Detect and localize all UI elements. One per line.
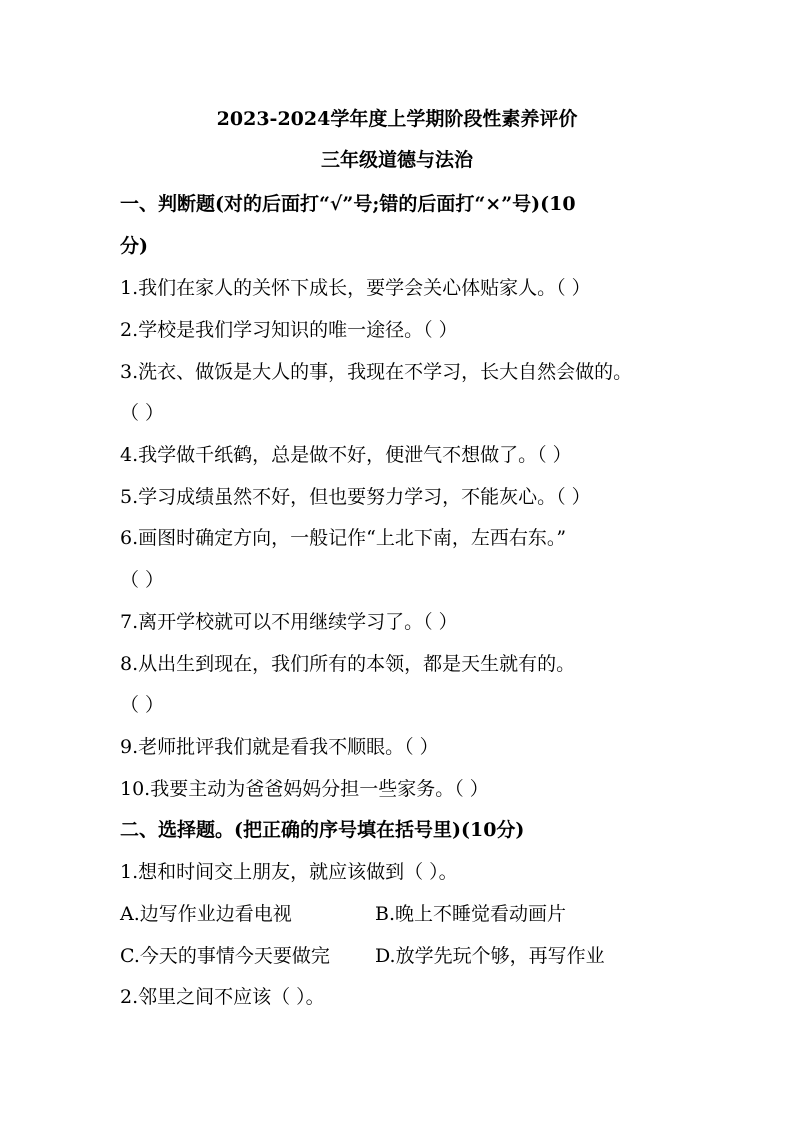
exam-title: 2023-2024学年度上学期阶段性素养评价 (216, 108, 578, 130)
judge-item-8-bracket: （ ） (120, 694, 165, 716)
judge-item-4: 4.我学做千纸鹤，总是做不好，便泄气不想做了。（ ） (120, 444, 572, 466)
judge-item-5: 5.学习成绩虽然不好，但也要努力学习，不能灰心。（ ） (120, 486, 591, 508)
section1-heading-cont: 分) (120, 235, 148, 257)
choice-option-b: B.晚上不睡觉看动画片 (375, 903, 567, 925)
choice-option-d: D.放学先玩个够，再写作业 (375, 945, 605, 967)
judge-item-7: 7.离开学校就可以不用继续学习了。（ ） (120, 611, 458, 633)
judge-item-3: 3.洗衣、做饭是大人的事，我现在不学习，长大自然会做的。 (120, 361, 633, 383)
exam-subtitle: 三年级道德与法治 (320, 149, 473, 171)
section1-heading: 一、判断题(对的后面打“√”号;错的后面打“×”号)(10 (120, 193, 576, 215)
judge-item-6: 6.画图时确定方向，一般记作“上北下南，左西右东。” (120, 527, 567, 549)
choice-question-2: 2.邻里之间不应该（ ）。 (120, 986, 325, 1008)
judge-item-6-bracket: （ ） (120, 569, 165, 591)
judge-item-10: 10.我要主动为爸爸妈妈分担一些家务。（ ） (120, 778, 489, 800)
choice-option-c: C.今天的事情今天要做完 (120, 945, 330, 967)
judge-item-9: 9.老师批评我们就是看我不顺眼。（ ） (120, 736, 439, 758)
judge-item-8: 8.从出生到现在，我们所有的本领，都是天生就有的。 (120, 653, 576, 675)
choice-option-a: A.边写作业边看电视 (120, 903, 292, 925)
choice-question-1: 1.想和时间交上朋友，就应该做到（ ）。 (120, 861, 458, 883)
judge-item-1: 1.我们在家人的关怀下成长，要学会关心体贴家人。（ ） (120, 277, 591, 299)
section2-heading: 二、选择题。(把正确的序号填在括号里)(10分) (120, 819, 525, 841)
judge-item-2: 2.学校是我们学习知识的唯一途径。（ ） (120, 319, 458, 341)
judge-item-3-bracket: （ ） (120, 402, 165, 424)
